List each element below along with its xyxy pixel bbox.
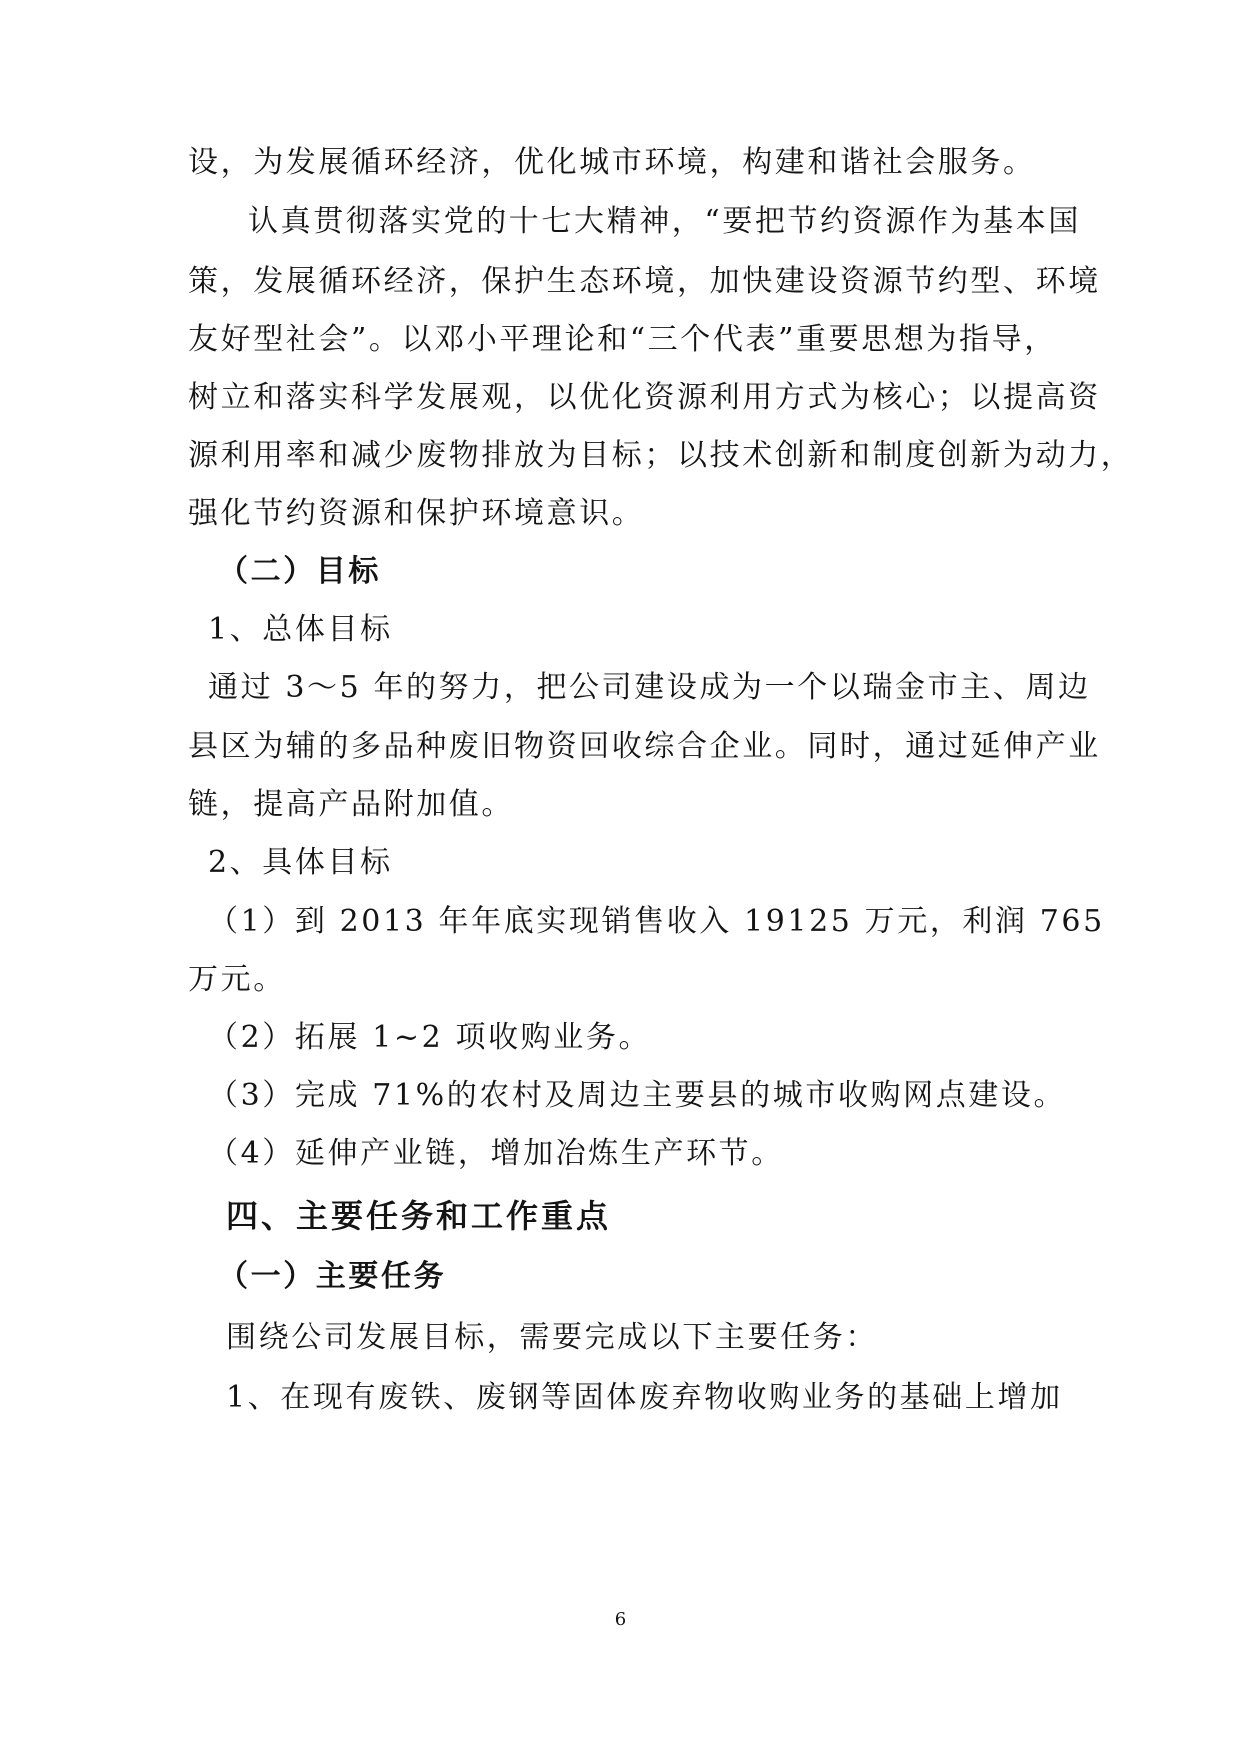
- list-item-continuation: 万元。: [188, 962, 286, 997]
- paragraph-line: 1、在现有废铁、废钢等固体废弃物收购业务的基础上增加: [226, 1380, 1063, 1415]
- paragraph-line: 源利用率和减少废物排放为目标；以技术创新和制度创新为动力，: [188, 438, 1134, 473]
- list-item: （3）完成 71%的农村及周边主要县的城市收购网点建设。: [208, 1078, 1067, 1113]
- list-item: （4）延伸产业链，增加冶炼生产环节。: [208, 1136, 784, 1171]
- paragraph-line: 链，提高产品附加值。: [188, 787, 514, 822]
- paragraph-line: 认真贯彻落实党的十七大精神，“要把节约资源作为基本国: [248, 204, 1081, 239]
- paragraph-line: 强化节约资源和保护环境意识。: [188, 496, 645, 531]
- list-item: （1）到 2013 年年底实现销售收入 19125 万元，利润 765: [208, 904, 1105, 939]
- paragraph-line: 树立和落实科学发展观，以优化资源利用方式为核心；以提高资: [188, 380, 1101, 415]
- paragraph-line: 策，发展循环经济，保护生态环境，加快建设资源节约型、环境: [188, 264, 1101, 299]
- paragraph-line: 设，为发展循环经济，优化城市环境，构建和谐社会服务。: [188, 145, 1036, 180]
- paragraph-line: 通过 3～5 年的努力，把公司建设成为一个以瑞金市主、周边: [208, 670, 1091, 705]
- paragraph-line: 友好型社会”。以邓小平理论和“三个代表”重要思想为指导，: [188, 322, 1057, 357]
- paragraph-line: 县区为辅的多品种废旧物资回收综合企业。同时，通过延伸产业: [188, 729, 1101, 764]
- subheading-specific-goals: 2、具体目标: [208, 845, 393, 880]
- list-item: （2）拓展 1~2 项收购业务。: [208, 1020, 652, 1055]
- subheading-overall-goal: 1、总体目标: [208, 612, 393, 647]
- page-number: 6: [614, 1609, 627, 1630]
- paragraph-line: 围绕公司发展目标，需要完成以下主要任务：: [226, 1320, 878, 1355]
- section-heading-main-tasks: （一）主要任务: [218, 1259, 447, 1294]
- section-heading-goals: （二）目标: [218, 554, 381, 589]
- chapter-heading-tasks: 四、主要任务和工作重点: [226, 1197, 612, 1235]
